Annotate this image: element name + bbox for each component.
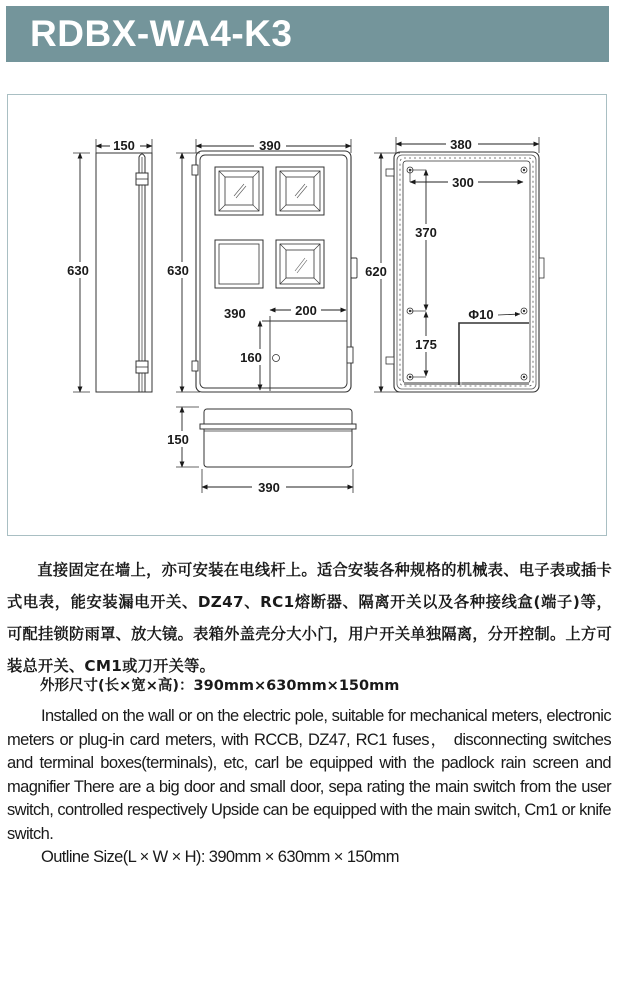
- hole-diameter-label: Φ10: [468, 307, 494, 322]
- hole-spacing-upper-label: 370: [415, 225, 437, 240]
- description-chinese: [7, 554, 612, 682]
- meter-window-bottom-left: [215, 240, 263, 288]
- description-chinese-text: 直接固定在墙上，亦可安装在电线杆上。适合安装各种规格的机械表、电子表或插卡式电表，能安装漏电开关、DZ47、RC1熔断器、隔离开关以及各种接线盒(端子)等，可配挂锁防雨罩、放大镜。表箱外盖壳分大小门，用户开关单独隔离，分开控制。上方可装总开关、CM1或刀开关等。: [7, 561, 612, 675]
- bottom-height-label: 150: [167, 432, 189, 447]
- back-view: [364, 136, 544, 392]
- lock-hole-icon: [273, 355, 280, 362]
- outline-size-english: Outline Size(L × W × H): 390mm × 630mm × 150mm: [41, 848, 399, 866]
- bottom-view-body: [204, 409, 352, 467]
- small-door-width-label: 200: [295, 303, 317, 318]
- front-width-label: 390: [259, 138, 281, 153]
- bottom-width-label: 390: [258, 480, 280, 495]
- description-english-text: Installed on the wall or on the electric pole, suitable for mechanical meters, electronic meters or plug-in card meters, with RCCB, DZ47, RC1 fuses， disconnecting switches and terminal boxes(terminals), etc, carl be equipped with the padlock rain screen and magnifier There are a big door and small door, sepa rating the main switch from the user switch, controlled respectively Upside can be equipped with the main switch, Cm1 or knife switch.: [7, 707, 611, 843]
- small-door-height-label: 160: [240, 350, 262, 365]
- meter-window-top-left: [215, 167, 263, 215]
- technical-drawing: [8, 95, 608, 537]
- back-height-label: 620: [365, 264, 387, 279]
- meter-window-top-right: [276, 167, 324, 215]
- description-english: [7, 705, 611, 846]
- outline-size-chinese: 外形尺寸(长×宽×高)：390mm×630mm×150mm: [40, 678, 400, 694]
- side-view: [64, 137, 152, 392]
- hole-spacing-lower-label: 175: [415, 337, 437, 352]
- hole-spacing-horizontal-label: 300: [452, 175, 474, 190]
- front-inner-width-label: 390: [224, 306, 246, 321]
- front-view: [166, 137, 357, 392]
- meter-window-bottom-right: [276, 240, 324, 288]
- front-height-label: 630: [167, 263, 189, 278]
- mounting-hole-icon: [521, 308, 527, 314]
- back-width-label: 380: [450, 137, 472, 152]
- mounting-hole-icon: [521, 374, 527, 380]
- side-height-label: 630: [67, 263, 89, 278]
- title-bar: [6, 6, 609, 62]
- product-model-title: RDBX-WA4-K3: [30, 13, 293, 54]
- technical-drawing-frame: [7, 94, 607, 536]
- mounting-hole-icon: [521, 167, 527, 173]
- bottom-view: [166, 407, 356, 495]
- side-width-label: 150: [113, 138, 135, 153]
